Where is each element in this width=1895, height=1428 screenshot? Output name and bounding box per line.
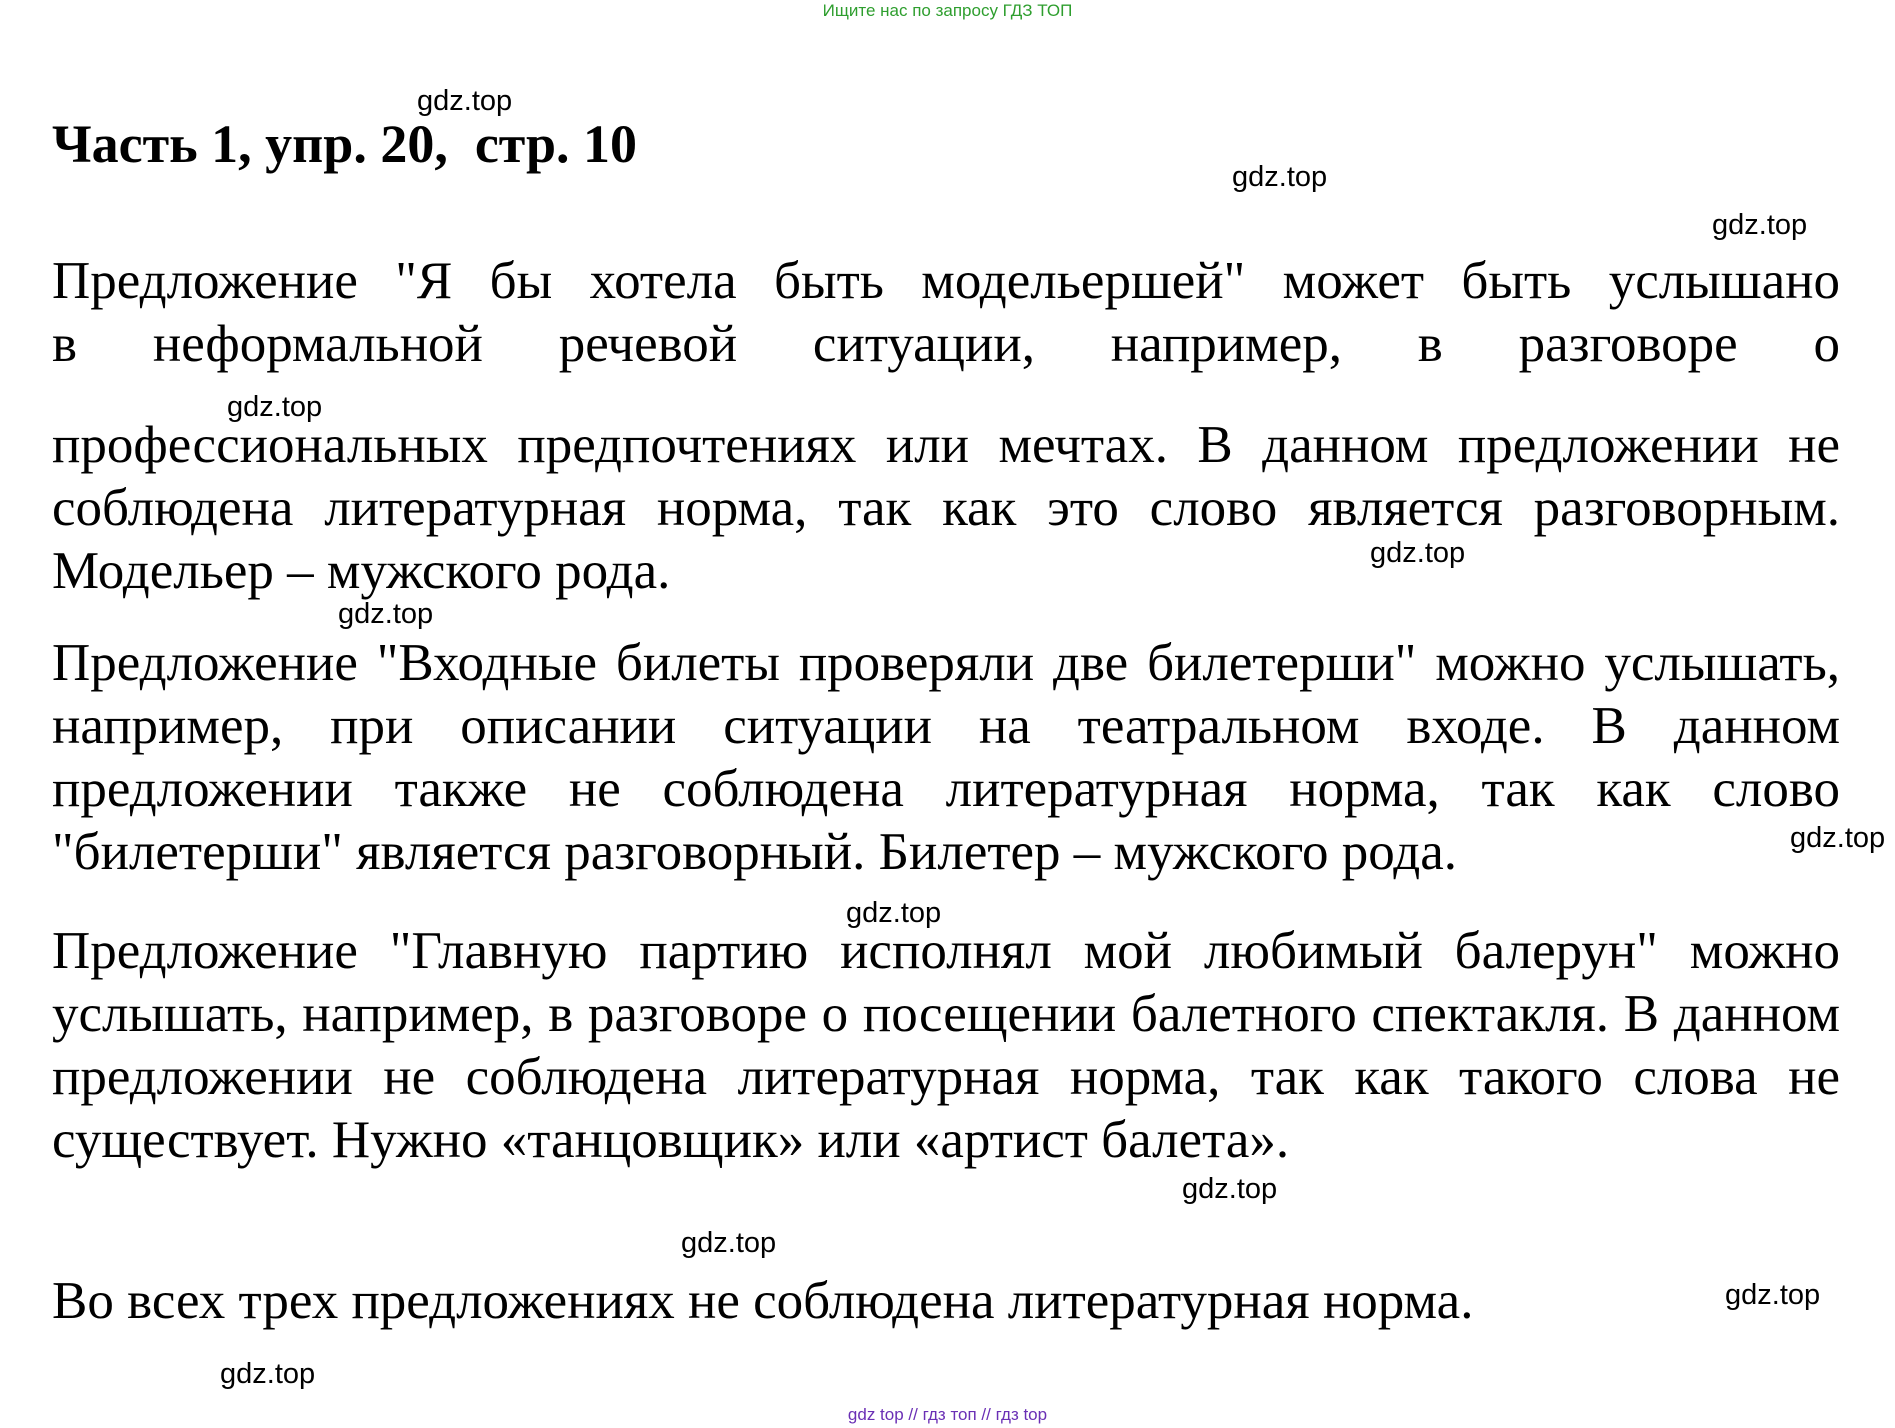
- answer-paragraph-3: Предложение "Главную партию исполнял мой любимый балерун" можно услышать, например, в разговоре о посещении балетного спектакля. В данном предложении не соблюдена литературная норма, так как такого слова не существует. Нужно «танцовщик» или «артист балета».: [52, 922, 1840, 1169]
- watermark: gdz.top: [1232, 161, 1328, 193]
- watermark: gdz.top: [1790, 822, 1886, 854]
- watermark: gdz.top: [1712, 209, 1808, 241]
- answer-paragraph-2: Предложение "Входные билеты проверяли две билетерши" можно услышать, например, при описании ситуации на театральном входе. В данном предложении также не соблюдена литературная норма, так как слово "билетерши" является разговорный. Билетер – мужского рода.: [52, 634, 1840, 881]
- watermark: gdz.top: [338, 598, 434, 630]
- watermark: gdz.top: [846, 897, 942, 929]
- search-hint-banner: Ищите нас по запросу ГДЗ ТОП: [822, 1, 1073, 20]
- watermark: gdz.top: [1370, 537, 1466, 569]
- watermark: gdz.top: [1725, 1279, 1821, 1311]
- paragraph-1-line-1: Предложение "Я бы хотела быть модельершей" может быть услышано: [52, 252, 1840, 310]
- watermark: gdz.top: [227, 391, 323, 423]
- page-title: Часть 1, упр. 20, стр. 10: [52, 114, 638, 174]
- footer-watermark: gdz top // гдз топ // гдз top: [847, 1405, 1048, 1424]
- conclusion-paragraph: Во всех трех предложениях не соблюдена литературная норма.: [52, 1272, 1474, 1330]
- watermark: gdz.top: [681, 1227, 777, 1259]
- paragraph-1-line-2: в неформальной речевой ситуации, например, в разговоре о: [52, 315, 1840, 373]
- watermark: gdz.top: [1182, 1173, 1278, 1205]
- paragraph-1-rest: профессиональных предпочтениях или мечтах. В данном предложении не соблюдена литературная норма, так как это слово является разговорным. Модельер – мужского рода.: [52, 416, 1840, 600]
- watermark: gdz.top: [220, 1358, 316, 1390]
- answer-paragraph-1: [52, 250, 1840, 603]
- watermark: gdz.top: [417, 85, 513, 117]
